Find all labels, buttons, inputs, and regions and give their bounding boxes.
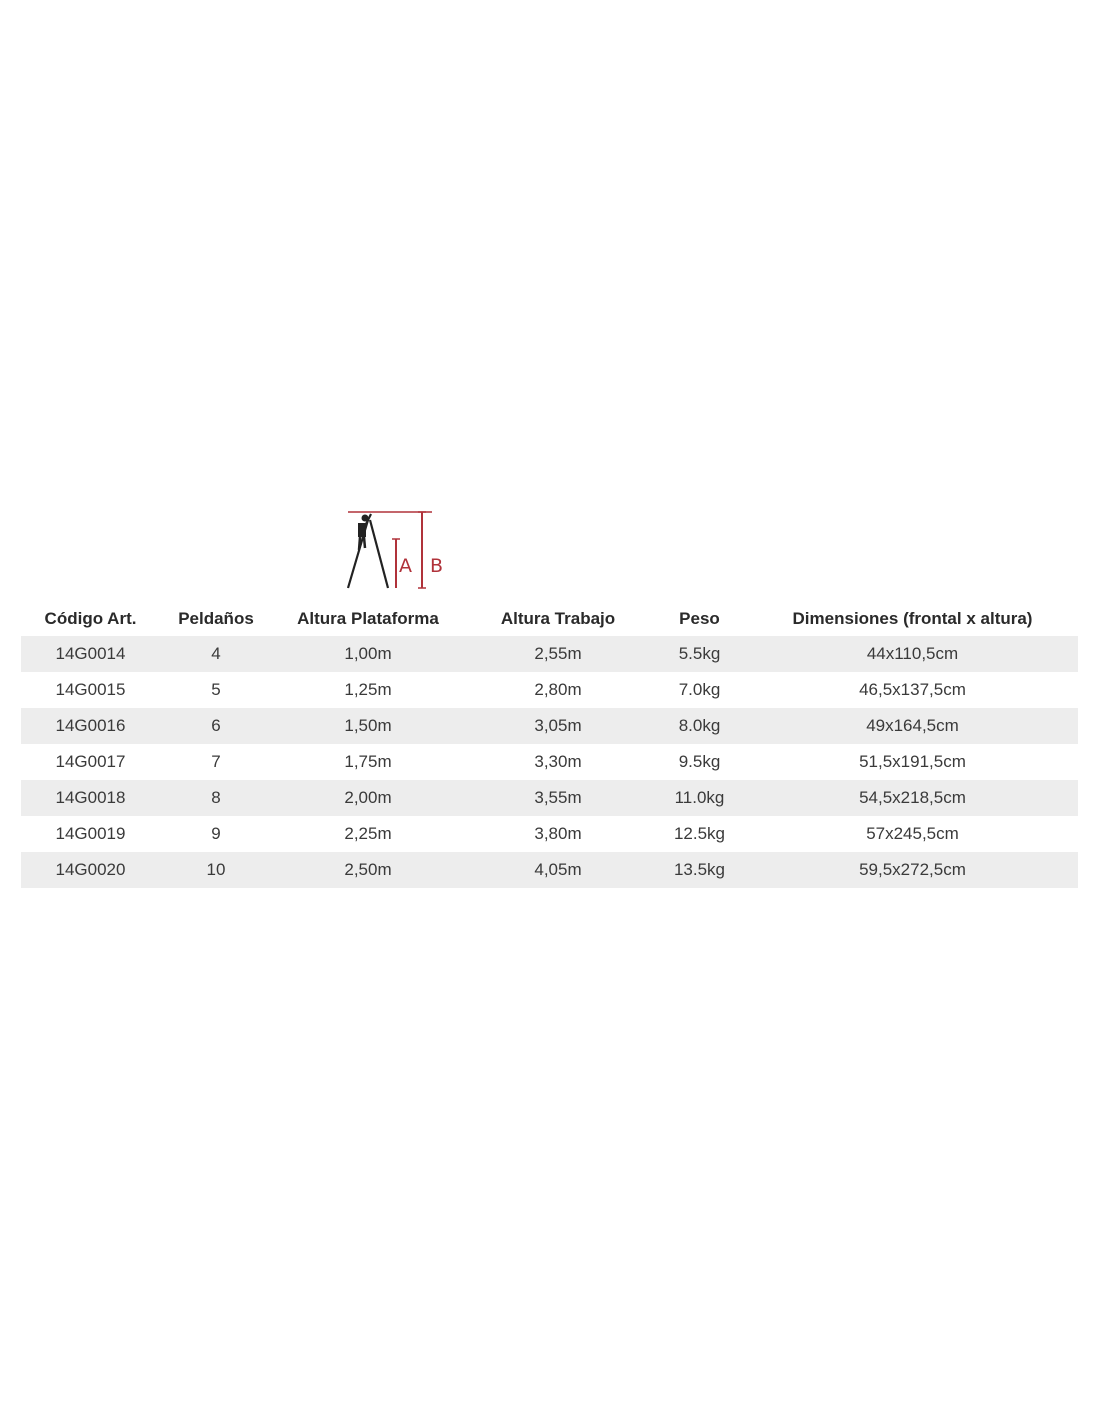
cell-altura-trabajo: 3,05m <box>534 716 582 735</box>
cell-peldanos: 10 <box>206 860 226 879</box>
cell-peldanos: 8 <box>211 788 221 807</box>
cell-peso: 11.0kg <box>674 788 725 807</box>
cell-dimensiones: 44x110,5cm <box>866 644 959 663</box>
header-peldanos: Peldaños <box>178 609 254 628</box>
table-row <box>21 708 1078 744</box>
table-row <box>21 780 1078 816</box>
cell-codigo: 14G0015 <box>55 680 126 699</box>
cell-codigo: 14G0018 <box>55 788 126 807</box>
table-row <box>21 672 1078 708</box>
cell-codigo: 14G0019 <box>55 824 126 843</box>
table-row <box>21 744 1078 780</box>
ladder-figure-icon <box>340 506 460 596</box>
header-codigo: Código Art. <box>44 609 137 628</box>
cell-altura-trabajo: 4,05m <box>534 860 582 879</box>
header-altura-plataforma: Altura Plataforma <box>297 609 439 628</box>
cell-altura-trabajo: 3,30m <box>534 752 582 771</box>
cell-dimensiones: 51,5x191,5cm <box>859 752 966 771</box>
cell-altura-plataforma: 1,50m <box>344 716 392 735</box>
header-peso: Peso <box>679 609 720 628</box>
cell-peldanos: 6 <box>211 716 221 735</box>
cell-peldanos: 9 <box>211 824 221 843</box>
table-row <box>21 852 1078 888</box>
cell-peso: 8.0kg <box>678 716 721 735</box>
cell-peldanos: 4 <box>211 644 221 663</box>
header-altura-trabajo: Altura Trabajo <box>500 609 616 628</box>
cell-codigo: 14G0014 <box>55 644 126 663</box>
cell-altura-plataforma: 2,25m <box>344 824 392 843</box>
ladder-height-diagram <box>340 506 460 596</box>
cell-dimensiones: 57x245,5cm <box>866 824 959 843</box>
cell-dimensiones: 54,5x218,5cm <box>859 788 966 807</box>
dimension-label-a: A <box>399 555 412 577</box>
cell-dimensiones: 59,5x272,5cm <box>859 860 966 879</box>
specs-table <box>21 602 1078 888</box>
cell-peso: 12.5kg <box>673 824 726 843</box>
dimension-label-b: B <box>430 555 444 577</box>
cell-altura-plataforma: 1,25m <box>344 680 392 699</box>
cell-altura-plataforma: 2,50m <box>344 860 392 879</box>
cell-altura-plataforma: 1,00m <box>344 644 392 663</box>
cell-altura-trabajo: 2,80m <box>534 680 582 699</box>
table-row <box>21 816 1078 852</box>
cell-dimensiones: 46,5x137,5cm <box>859 680 966 699</box>
cell-dimensiones: 49x164,5cm <box>866 716 959 735</box>
cell-peso: 9.5kg <box>678 752 721 771</box>
cell-altura-plataforma: 1,75m <box>344 752 392 771</box>
header-dimensiones: Dimensiones (frontal x altura) <box>792 609 1033 628</box>
cell-codigo: 14G0016 <box>55 716 126 735</box>
cell-altura-trabajo: 3,55m <box>534 788 582 807</box>
cell-altura-trabajo: 2,55m <box>534 644 582 663</box>
table-header-row <box>21 602 1078 636</box>
cell-codigo: 14G0020 <box>55 860 126 879</box>
cell-peso: 7.0kg <box>678 680 721 699</box>
cell-peso: 5.5kg <box>678 644 721 663</box>
cell-peldanos: 7 <box>211 752 221 771</box>
cell-altura-trabajo: 3,80m <box>534 824 582 843</box>
cell-peldanos: 5 <box>211 680 221 699</box>
table-row <box>21 636 1078 672</box>
cell-codigo: 14G0017 <box>55 752 126 771</box>
cell-peso: 13.5kg <box>673 860 726 879</box>
cell-altura-plataforma: 2,00m <box>344 788 392 807</box>
